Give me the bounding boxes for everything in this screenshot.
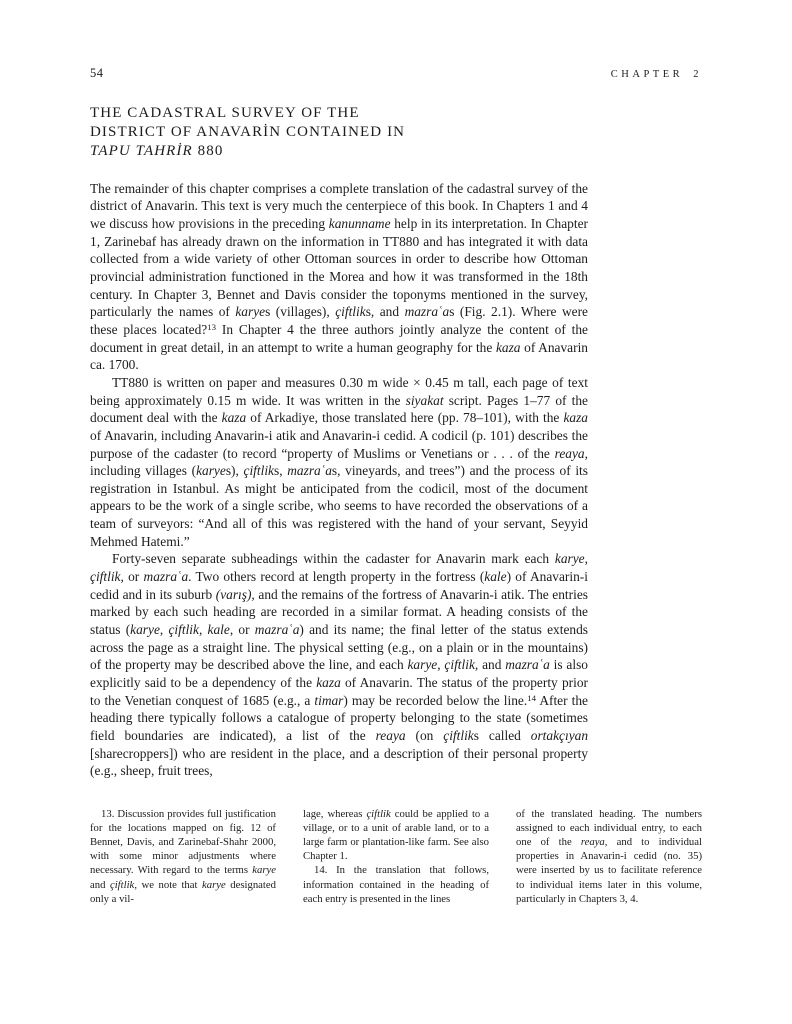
page-header [90, 66, 702, 81]
text-run: . Two others record at length property in the fortress ( [188, 569, 485, 585]
text-run: of the translated heading. The numbers assigned to each individual entry, to each one of the [516, 807, 702, 849]
text-run: mazraʿa [505, 657, 550, 673]
text-run: , or [229, 622, 255, 638]
text-run: could be applied to a village, or to a unit of arable land, or to a large farm or plantation-like farm. See also Chapter 1. [303, 807, 489, 863]
footnote-reference: 14 [527, 692, 537, 703]
text-run: kale [207, 622, 230, 638]
text-run: (varış), [215, 586, 255, 602]
text-run: karye [196, 463, 226, 479]
text-run: and [90, 878, 110, 891]
text-run: TT880 is written on paper and measures 0.30 m wide × 0.45 m tall, each page of text being approximately 0.15 m wide. It was written in the [90, 374, 588, 408]
text-run: çiftlik [90, 569, 121, 585]
section-title [90, 104, 590, 161]
text-run: mazraʿa [287, 463, 332, 479]
text-run: , and to individual properties in Anavarin-i cedid (no. 35) were inserted by us to facilitate reference to individual items later in this volume, particularly in Chapters 3, 4. [516, 836, 702, 905]
paragraph [90, 180, 588, 374]
text-run: karye [554, 551, 585, 567]
text-run: mazraʿa [143, 569, 189, 585]
text-run: DISTRICT OF ANAVARİN CONTAINED IN [90, 123, 406, 140]
text-run: designated only a vil- [90, 878, 276, 905]
text-run: of Anavarin. The status of the property prior to the Venetian conquest of 1685 (e.g., a [90, 675, 588, 708]
text-run: help in its interpretation. In Chapter 1, Zarinebaf has already drawn on the information in TT880 and has integrated it with data collected from a wide variety of other Ottoman sources in order to describe how Ottoman provincial administration functioned in the Morea and how it was transformed in the 18th century. In Chapter 3, Bennet and Davis consider the toponyms mentioned in the survey, particularly the names of [90, 215, 588, 320]
text-run: TAPU TAHRİR [90, 142, 193, 159]
text-run: and [478, 657, 506, 673]
text-run: ) may be recorded below the line. [343, 692, 528, 708]
paragraph [303, 863, 489, 905]
text-run: of Anavarin ca. 1700. [90, 339, 589, 373]
text-run: reaya [375, 728, 406, 744]
text-run: Forty-seven separate subheadings within the cadaster for Anavarin mark each [112, 551, 555, 567]
text-run: s (Fig. 2.1). Where were these places located? [90, 304, 588, 337]
text-run: , we note that [134, 878, 203, 891]
text-run: reaya [580, 836, 605, 849]
text-run: karye [235, 304, 266, 320]
text-run: , [159, 622, 169, 638]
text-run: karye [407, 657, 438, 673]
text-run: ortakçıyan [530, 728, 589, 744]
paragraph [90, 550, 588, 780]
text-run: kanunname [328, 215, 391, 231]
text-run: of Arkadiye, those translated here (pp. 78–101), with the [246, 410, 564, 426]
footnote-column-2 [303, 807, 489, 906]
running-head: CHAPTER 2 [610, 69, 702, 80]
text-run: , [584, 551, 588, 567]
text-run: ) of Anavarin-i cedid and in its suburb [90, 569, 588, 602]
page-number: 54 [90, 66, 104, 80]
text-run: çiftlik [243, 463, 275, 479]
text-run: lage, whereas [303, 807, 367, 820]
page-content [90, 66, 702, 906]
body-text [90, 180, 588, 780]
text-run: s), [225, 463, 244, 479]
footnote-column-1 [90, 807, 276, 906]
text-run: çiftlik [109, 878, 135, 891]
text-run: reaya [554, 445, 585, 461]
footnote-column-3 [516, 807, 702, 906]
paragraph [90, 807, 276, 906]
text-run: mazraʿa [404, 304, 450, 320]
text-run: karye [202, 878, 226, 891]
text-run: kale [484, 569, 507, 585]
text-run: is also explicitly said to be a dependency of the [90, 657, 588, 691]
text-run: of Anavarin, including Anavarin-i atik and Anavarin-i cedid. A codicil (p. 101) describes the purpose of the cadaster (to record “property of Muslims or Venetians or . . . of the [90, 427, 588, 461]
text-run: (on [405, 728, 444, 744]
text-run: script. Pages 1–77 of the document deal with the [90, 392, 588, 426]
text-run: karye [252, 864, 276, 877]
text-run: , [198, 622, 208, 638]
title-line-3 [90, 142, 590, 161]
text-run: s, vineyards, and trees”) and the process of its registration in Istanbul. As might be anticipated from the codicil, most of the document appears to be the work of a single scribe, who seems to have recorded the observations of a team of surveyors: “And all of this was registered with the hand of your servant, Seyyid Mehmed Hatemi.” [90, 463, 588, 549]
text-run: timar [314, 692, 344, 708]
text-run: mazraʿa [254, 622, 300, 638]
text-run: kaza [563, 410, 588, 426]
text-run: 14. In the translation that follows, information contained in the heading of each entry is presented in the lines [303, 864, 489, 905]
text-run: , [437, 657, 445, 673]
text-run: ) and its name; the final letter of the status extends across the page as a straight line. The physical setting (e.g., on a plain or in the mountains) of the property may be described above the line, and each [90, 622, 588, 673]
text-run: kaza [495, 339, 521, 355]
text-run: The remainder of this chapter comprises a complete translation of the cadastral survey of the district of Anavarin. This text is very much the centerpiece of this book. In Chapters 1 and 4 we discuss how provisions in the preceding [90, 180, 588, 231]
text-run: and the remains of the fortress of Anavarin-i atik. The entries marked by each such heading are recorded in a similar format. A heading consists of the status ( [90, 586, 588, 638]
text-run: [sharecroppers]) who are resident in the place, and a description of their personal property (e.g., sheep, fruit trees, [90, 745, 588, 779]
text-run: kaza [221, 410, 247, 426]
text-run: , including villages ( [90, 445, 588, 479]
text-run: 13. Discussion provides full justification for the locations mapped on fig. 12 of Bennet, Davis, and Zarinebaf-Shahr 2000, with some minor adjustments where necessary. With regard to the terms [90, 807, 276, 877]
text-run: siyakat [405, 392, 444, 408]
text-run: THE CADASTRAL SURVEY OF THE [90, 105, 360, 121]
text-run: In Chapter 4 the three authors jointly analyze the content of the document in great detail, in an attempt to write a human geography for the [90, 321, 588, 355]
text-run: After the heading there typically follows a catalogue of property belonging to the state (sometimes field boundaries are indicated), a list of the [90, 692, 588, 744]
paragraph [90, 374, 588, 551]
text-run: çiftlik [443, 728, 474, 744]
text-run: s (villages), [265, 304, 336, 320]
footnotes [90, 807, 702, 906]
footnote-reference: 13 [207, 321, 217, 332]
paragraph [303, 807, 489, 864]
title-line-2 [90, 123, 590, 142]
text-run: çiftlik [168, 622, 199, 638]
text-run: 880 [192, 142, 224, 159]
text-run: çiftlik [366, 807, 391, 820]
text-run: s, [274, 463, 288, 479]
text-run: s, and [365, 304, 405, 320]
text-run: s called [473, 728, 531, 744]
title-line-1 [90, 104, 590, 123]
text-run: çiftlik, [444, 657, 479, 673]
text-run: , or [120, 569, 144, 585]
paragraph [516, 807, 702, 906]
text-run: karye [130, 622, 160, 638]
text-run: çiftlik [335, 304, 366, 320]
text-run: kaza [316, 675, 341, 691]
